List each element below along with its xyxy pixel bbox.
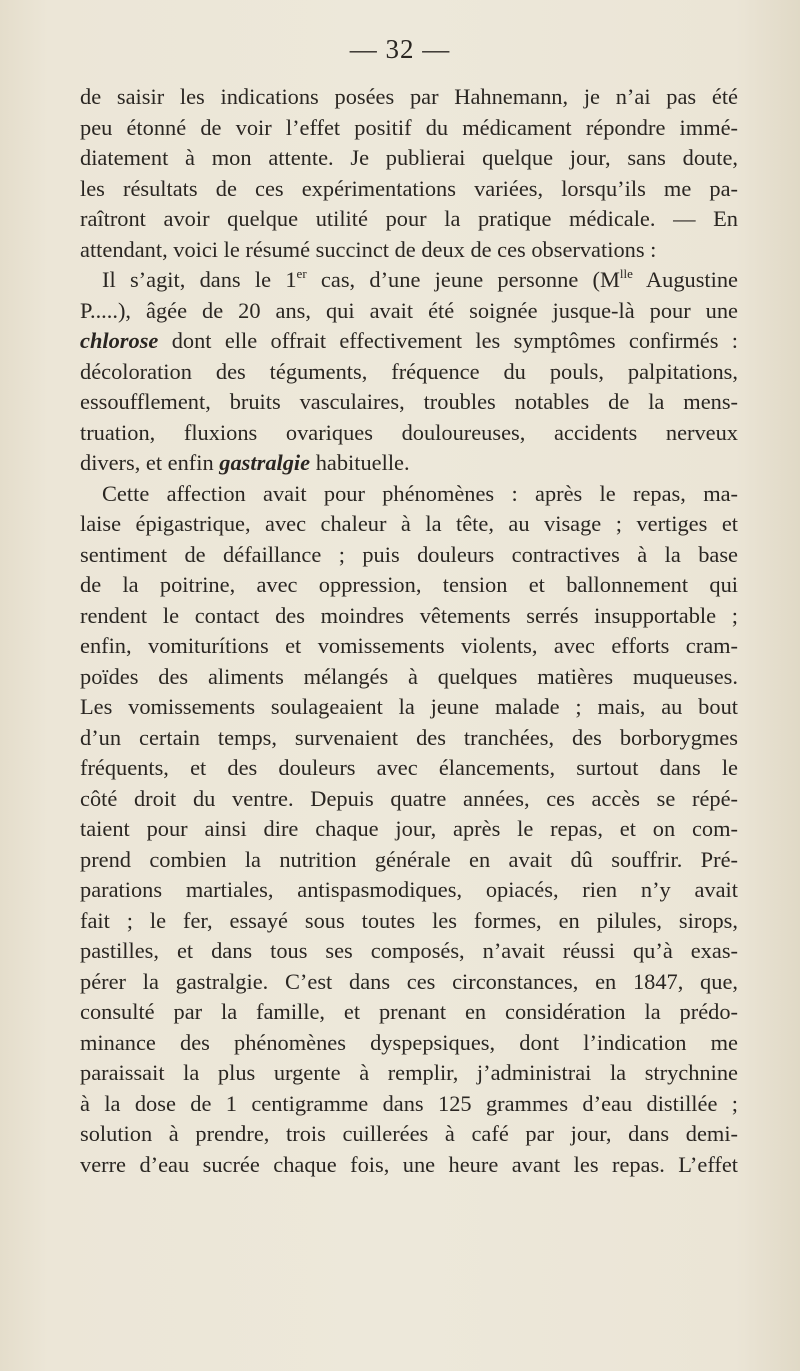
text-line: pastilles, et dans tous ses composés, n’avait réussi qu’à exas- bbox=[80, 938, 738, 963]
text-span: Augustine bbox=[632, 267, 738, 292]
text-line: paraissait la plus urgente à remplir, j’administrai la strychnine bbox=[80, 1060, 738, 1085]
text-line: pérer la gastralgie. C’est dans ces circonstances, en 1847, que, bbox=[80, 968, 738, 994]
text-line: verre d’eau sucrée chaque fois, une heure avant les repas. L’effet bbox=[80, 1151, 738, 1177]
text-line: Les vomissements soulageaient la jeune malade ; mais, au bout bbox=[80, 694, 738, 719]
text-line: peu étonné de voir l’effet positif du médicament répondre immé- bbox=[80, 114, 738, 140]
text-line: diatement à mon attente. Je publierai quelque jour, sans doute, bbox=[80, 145, 738, 170]
text-line: parations martiales, antispasmodiques, opiacés, rien n’y avait bbox=[80, 877, 738, 902]
text-span: cas, d’une jeune personne (M bbox=[306, 267, 620, 292]
text-span: dont elle offrait effectivement les symptômes confirmés : bbox=[158, 328, 738, 353]
text-line: P.....), âgée de 20 ans, qui avait été soignée jusque-là pour une bbox=[80, 297, 738, 323]
text-line: laise épigastrique, avec chaleur à la tête, au visage ; vertiges et bbox=[80, 511, 738, 536]
text-line: truation, fluxions ovariques douloureuses, accidents nerveux bbox=[80, 419, 738, 445]
text-line: raîtront avoir quelque utilité pour la pratique médicale. — En bbox=[80, 206, 738, 231]
text-line: sentiment de défaillance ; puis douleurs contractives à la base bbox=[80, 541, 738, 567]
body-text bbox=[80, 82, 738, 1180]
text-line: minance des phénomènes dyspepsiques, dont l’indication me bbox=[80, 1029, 738, 1055]
text-line bbox=[80, 326, 738, 357]
text-line: à la dose de 1 centigramme dans 125 grammes d’eau distillée ; bbox=[80, 1090, 738, 1116]
text-line: prend combien la nutrition générale en avait dû souffrir. Pré- bbox=[80, 846, 738, 872]
text-line: de la poitrine, avec oppression, tension et ballonnement qui bbox=[80, 572, 738, 597]
text-line: poïdes des aliments mélangés à quelques matières muqueuses. bbox=[80, 663, 738, 689]
text-line: rendent le contact des moindres vêtements serrés insupportable ; bbox=[80, 602, 738, 628]
italic-term: chlorose bbox=[80, 328, 159, 353]
text-line: d’un certain temps, survenaient des tranchées, des borborygmes bbox=[80, 724, 738, 750]
text-span: divers, et enfin bbox=[80, 450, 220, 475]
text-span: Il s’agit, dans le 1 bbox=[102, 267, 297, 292]
text-line bbox=[80, 265, 738, 296]
text-line: attendant, voici le résumé succinct de deux de ces observations : bbox=[80, 236, 657, 262]
superscript: er bbox=[296, 266, 307, 281]
page-number: — 32 — bbox=[349, 34, 451, 64]
text-line: taient pour ainsi dire chaque jour, après le repas, et on com- bbox=[80, 816, 738, 841]
text-line: décoloration des téguments, fréquence du pouls, palpitations, bbox=[80, 358, 738, 384]
text-line: côté droit du ventre. Depuis quatre années, ces accès se répé- bbox=[80, 785, 738, 811]
text-line: solution à prendre, trois cuillerées à café par jour, dans demi- bbox=[80, 1121, 738, 1146]
italic-term: gastralgie bbox=[219, 450, 311, 475]
superscript: lle bbox=[619, 266, 633, 281]
text-line bbox=[80, 448, 738, 479]
text-line: les résultats de ces expérimentations variées, lorsqu’ils me pa- bbox=[80, 175, 738, 201]
text-line: fait ; le fer, essayé sous toutes les formes, en pilules, sirops, bbox=[80, 907, 738, 933]
text-line: Cette affection avait pour phénomènes : après le repas, ma- bbox=[102, 480, 738, 506]
text-line: consulté par la famille, et prenant en considération la prédo- bbox=[80, 999, 738, 1024]
text-line: essoufflement, bruits vasculaires, troubles notables de la mens- bbox=[80, 389, 738, 414]
text-line: fréquents, et des douleurs avec élancements, surtout dans le bbox=[80, 755, 738, 780]
text-line: enfin, vomiturítions et vomissements violents, avec efforts cram- bbox=[80, 633, 738, 658]
text-line: de saisir les indications posées par Hahnemann, je n’ai pas été bbox=[80, 84, 738, 109]
text-span: habituelle. bbox=[310, 450, 410, 475]
